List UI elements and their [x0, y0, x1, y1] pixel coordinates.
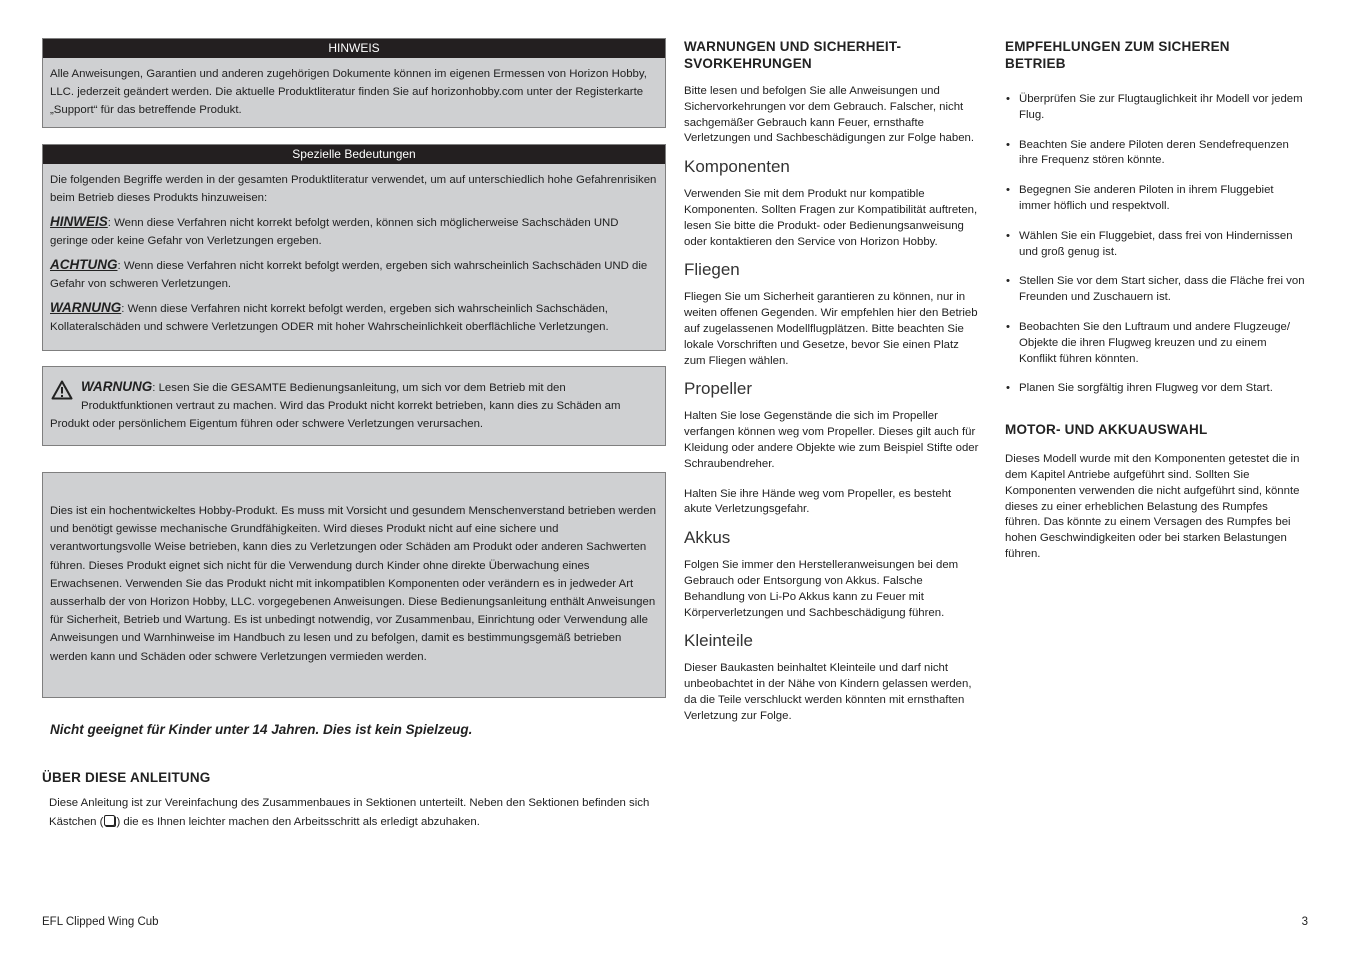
- list-item-text: Beachten Sie andere Piloten deren Sendefrequenzen ihre Frequenz stören könnte.: [1019, 138, 1289, 167]
- list-item-text: Überprüfen Sie zur Flugtauglichkeit ihr Modell vor jedem Flug.: [1019, 93, 1303, 121]
- ueber-text-before: Diese Anleitung ist zur Vereinfachung des Zusammenbaues in Sektionen unterteilt. Neben den Sektionen befinden sich Kästchen (: [49, 796, 650, 828]
- age-warning: Nicht geeignet für Kinder unter 14 Jahren. Dies ist kein Spielzeug.: [50, 721, 473, 737]
- komponenten-text: Verwenden Sie mit dem Produkt nur kompatible Komponenten. Sollten Fragen zur Kompatibilität auftreten, lesen Sie bitte die Produkt- oder Bedienungsanweisung oder kontaktieren den Service von Horizon Hobby.: [684, 188, 978, 248]
- warnung-term: WARNUNG: [81, 379, 153, 394]
- kleinteile-text: Dieser Baukasten beinhaltet Kleinteile und darf nicht unbeobachtet in der Nähe von Kindern gelassen werden, da die Teile verschluckt werden könnten mit ernsthaften Verletzung zur Folge.: [684, 662, 972, 722]
- list-item-text: Begegnen Sie anderen Piloten in ihrem Fluggebiet immer höflich und respektvoll.: [1019, 184, 1274, 212]
- empfehlungen-list: [1005, 92, 1305, 397]
- motor-text: Dieses Modell wurde mit den Komponenten getestet die in dem Kapitel Antriebe aufgeführt sind. Sollten Sie Komponenten verwenden die nicht aufgeführt sind, könnte dieses zu einer erheblichen Belastung des Rumpfes führen. Das könnte zu einem Versagen des Rumpfes bei hohen Geschwindigkeiten oder bei starken Belastungen führen.: [1005, 453, 1300, 560]
- list-item-text: Stellen Sie vor dem Start sicher, dass die Fläche frei von Freunden und Zuschauern ist.: [1019, 275, 1305, 304]
- warnung-line1-text: : Lesen Sie die GESAMTE Bedienungsanleitung, um sich vor dem Betrieb mit den: [152, 382, 566, 394]
- motor-title: MOTOR- UND AKKUAUSWAHL: [1005, 422, 1208, 438]
- empfehlungen-title: [1005, 38, 1305, 72]
- warnungen-title-line2: SVORKEHRUNGEN: [684, 56, 812, 71]
- list-item: [1005, 229, 1305, 261]
- bullet: •: [1006, 382, 1010, 395]
- term-hinweis: HINWEIS: [50, 214, 108, 229]
- bullet: •: [1006, 275, 1010, 288]
- list-item: [1005, 92, 1305, 124]
- warning-triangle-icon: [51, 380, 73, 400]
- empfehlungen-title-line2: BETRIEB: [1005, 56, 1066, 71]
- list-item: [1005, 138, 1305, 170]
- bedeutungen-header: Spezielle Bedeutungen: [43, 145, 665, 164]
- checkbox-icon: [104, 815, 115, 826]
- hobby-product-box: [42, 472, 666, 698]
- empfehlungen-title-line1: EMPFEHLUNGEN ZUM SICHEREN: [1005, 39, 1230, 54]
- warnung-box: [42, 366, 666, 446]
- hobby-product-text: Dies ist ein hochentwickeltes Hobby-Produkt. Es muss mit Vorsicht und gesundem Menschenverstand betrieben werden und benötigt gewisse mechanische Grundfähigkeiten. Wird dieses Produkt nicht auf eine sichere und verantwortungsvolle Weise betrieben, kann dies zu Verletzungen oder Schäden am Produkt oder anderen Sachwerten führen. Dieses Produkt eignet sich nicht für die Verwendung durch Kinder ohne direkte Überwachung eines Erwachsenen. Verwenden Sie das Produkt nicht mit inkompatiblen Komponenten oder verändern es in jedweder Art ausserhalb der von Horizon Hobby, LLC. vorgegebenen Anweisungen. Diese Bedienungsanleitung enthält Anweisungen für Sicherheit, Betrieb und Wartung. Es ist unbedingt notwendig, vor Zusammenbau, Einrichtung oder Verwendung alle Anweisungen und Warnhinweise im Handbuch zu lesen und zu befolgen, damit es bestimmungsgemäß betrieben werden kann und Schäden oder schwere Verletzungen vermieden werden.: [50, 505, 656, 663]
- bedeutung-achtung-text: : Wenn diese Verfahren nicht korrekt befolgt werden, ergeben sich wahrscheinlich Sachschäden UND die Gefahr von schweren Verletzungen.: [50, 260, 648, 290]
- bullet: •: [1006, 229, 1010, 242]
- ueber-text-after: ) die es Ihnen leichter machen den Arbeitsschritt als erledigt abzuhaken.: [116, 815, 480, 828]
- list-item-text: Wählen Sie ein Fluggebiet, dass frei von Hindernissen und groß genug ist.: [1019, 229, 1293, 258]
- fliegen-text: Fliegen Sie um Sicherheit garantieren zu können, nur in weiten offenen Gegenden. Wir empfehlen hier den Betrieb auf zugelassenen Modellflugplätzen. Bitte beachten Sie lokale Vorschriften und Gesetze, bevor Sie einen Platz zum Fliegen wählen.: [684, 291, 978, 367]
- bedeutung-warnung: [50, 299, 657, 336]
- akkus-text: Folgen Sie immer den Herstelleranweisungen bei dem Gebrauch oder Entsorgung von Akkus. Falsche Behandlung von Li-Po Akkus kann zu Feuer mit Körperverletzungen und Sachbeschädigung führen.: [684, 559, 959, 619]
- kleinteile-title: Kleinteile: [684, 631, 753, 651]
- list-item: [1005, 320, 1305, 367]
- bullet: •: [1006, 138, 1010, 151]
- bedeutung-hinweis-text: : Wenn diese Verfahren nicht korrekt befolgt werden, können sich möglicherweise Sachschäden UND geringe oder keine Gefahr von Verletzungen ergeben.: [50, 217, 619, 247]
- middle-column: [684, 38, 982, 725]
- propeller-title: Propeller: [684, 379, 753, 399]
- warnungen-title: [684, 38, 982, 72]
- warnung-line1: [50, 378, 657, 397]
- term-warnung: WARNUNG: [50, 300, 122, 315]
- bedeutung-hinweis: [50, 213, 657, 250]
- bullet: •: [1006, 320, 1010, 333]
- list-item: [1005, 183, 1305, 215]
- bedeutungen-box: [42, 144, 666, 351]
- right-column: [1005, 38, 1305, 563]
- left-column: [42, 38, 666, 832]
- propeller-text-2: Halten Sie ihre Hände weg vom Propeller, es besteht akute Verletzungsgefahr.: [684, 487, 952, 516]
- term-achtung: ACHTUNG: [50, 257, 118, 272]
- ueber-text: [49, 794, 666, 832]
- list-item: [1005, 381, 1305, 397]
- list-item-text: Beobachten Sie den Luftraum und andere Flugzeuge/ Objekte die ihren Flugweg kreuzen und zu einem Konflikt führen könnten.: [1019, 320, 1291, 365]
- ueber-title: ÜBER DIESE ANLEITUNG: [42, 769, 211, 785]
- warnungen-title-line1: WARNUNGEN UND SICHERHEIT-: [684, 39, 902, 54]
- footer-page-number: 3: [1301, 916, 1308, 928]
- list-item: [1005, 274, 1305, 306]
- akkus-title: Akkus: [684, 528, 731, 548]
- fliegen-title: Fliegen: [684, 260, 740, 280]
- bedeutung-warnung-text: : Wenn diese Verfahren nicht korrekt befolgt werden, ergeben sich wahrscheinlich Sachschäden, Kollateralschäden und schwere Verletzungen ODER mit hoher Wahrscheinlichkeit oberflächliche Verletzungen.: [50, 303, 609, 333]
- komponenten-title: Komponenten: [684, 157, 790, 177]
- hinweis-box: [42, 38, 666, 128]
- warnung-line2: Produktfunktionen vertraut zu machen. Wird das Produkt nicht korrekt betrieben, kann dies zu Schäden am Produkt oder persönlichem Eigentum führen oder schwere Verletzungen verursachen.: [50, 400, 621, 430]
- hinweis-header: HINWEIS: [43, 39, 665, 58]
- warnungen-text: Bitte lesen und befolgen Sie alle Anweisungen und Sichervorkehrungen vor dem Gebrauch. Falscher, nicht sachgemäßer Gebrauch kann Feuer, ernsthafte Verletzungen und Sachbeschädigungen zur Folge haben.: [684, 85, 975, 145]
- bedeutungen-intro: Die folgenden Begriffe werden in der gesamten Produktliteratur verwendet, um auf unterschiedlich hohe Gefahrenrisiken beim Betrieb dieses Produkts hinzuweisen:: [50, 174, 657, 204]
- bullet: •: [1006, 184, 1010, 197]
- bedeutung-achtung: [50, 256, 657, 293]
- hinweis-text: Alle Anweisungen, Garantien und anderen zugehörigen Dokumente können im eigenen Ermessen von Horizon Hobby, LLC. jederzeit geändert werden. Die aktuelle Produktliteratur finden Sie auf horizonhobby.com unter der Registerkarte „Support“ für das betreffende Produkt.: [50, 68, 647, 116]
- list-item-text: Planen Sie sorgfältig ihren Flugweg vor dem Start.: [1019, 382, 1273, 395]
- bullet: •: [1006, 93, 1010, 105]
- propeller-text-1: Halten Sie lose Gegenstände die sich im Propeller verfangen können weg vom Propeller. Dieses gilt auch für Kleidung oder andere Objekte wie zum Beispiel Stifte oder Schraubendreher.: [684, 410, 979, 470]
- footer-product-name: EFL Clipped Wing Cub: [42, 916, 159, 928]
